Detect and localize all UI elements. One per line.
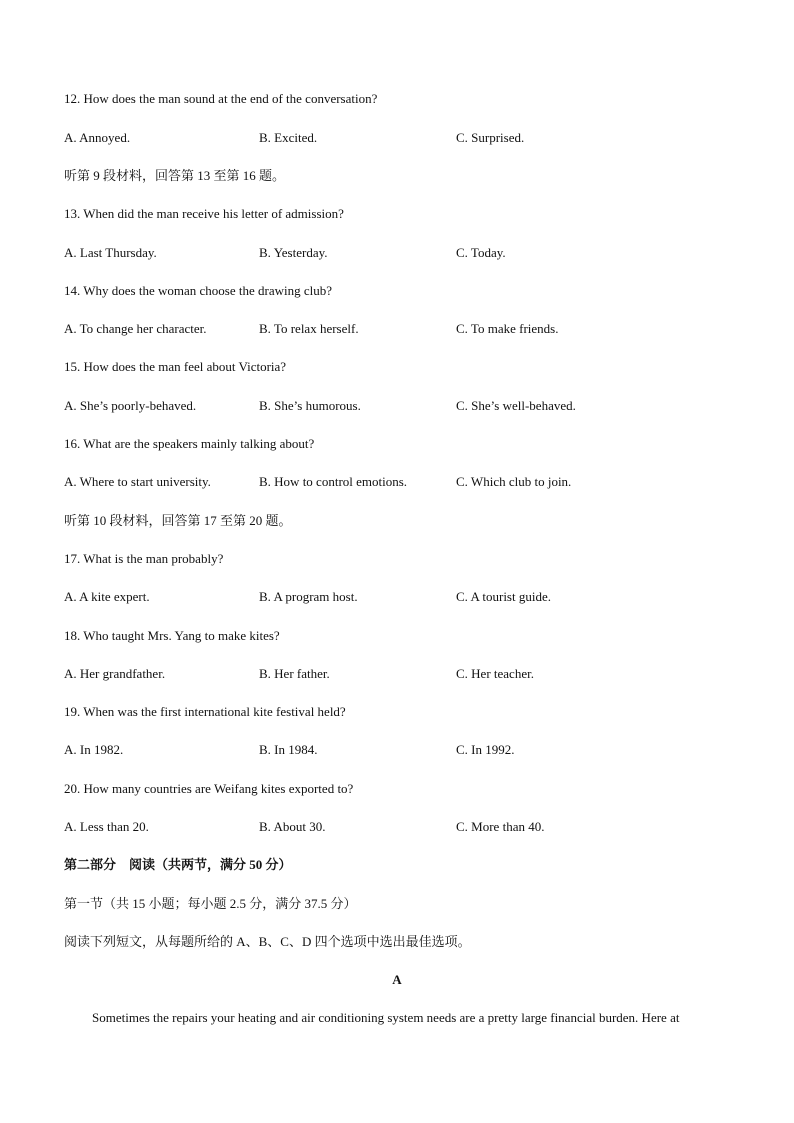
q17-option-c: C. A tourist guide.	[456, 589, 551, 604]
reading-instructions: 阅读下列短文，从每题所给的 A、B、C、D 四个选项中选出最佳选项。	[64, 934, 471, 949]
q16-option-a: A. Where to start university.	[64, 474, 211, 489]
q15-option-c: C. She’s well-behaved.	[456, 398, 576, 413]
q17-option-b: B. A program host.	[259, 589, 358, 604]
q15-option-b: B. She’s humorous.	[259, 398, 361, 413]
question-17: 17. What is the man probably?	[64, 551, 224, 566]
q18-option-a: A. Her grandfather.	[64, 666, 166, 681]
passage-label: A	[392, 972, 402, 987]
question-18: 18. Who taught Mrs. Yang to make kites?	[64, 628, 280, 643]
section-10-instruction: 听第 10 段材料，回答第 17 至第 20 题。	[64, 513, 292, 528]
q20-option-b: B. About 30.	[259, 819, 326, 834]
q17-option-a: A. A kite expert.	[64, 589, 150, 604]
q15-option-a: A. She’s poorly-behaved.	[64, 398, 197, 413]
q12-option-b: B. Excited.	[259, 130, 318, 145]
q19-option-c: C. In 1992.	[456, 742, 515, 757]
section-9-instruction: 听第 9 段材料，回答第 13 至第 16 题。	[64, 168, 286, 183]
question-19: 19. When was the first international kite festival held?	[64, 704, 346, 719]
q14-option-b: B. To relax herself.	[259, 321, 359, 336]
q13-option-c: C. Today.	[456, 245, 506, 260]
passage-text: Sometimes the repairs your heating and air conditioning system needs are a pretty large financial burden. Here at	[92, 1010, 680, 1025]
q19-option-b: B. In 1984.	[259, 742, 318, 757]
q14-option-a: A. To change her character.	[64, 321, 207, 336]
part-2-heading: 第二部分 阅读（共两节，满分 50 分）	[64, 857, 292, 872]
question-13: 13. When did the man receive his letter of admission?	[64, 206, 344, 221]
q20-option-c: C. More than 40.	[456, 819, 545, 834]
q14-option-c: C. To make friends.	[456, 321, 559, 336]
question-14: 14. Why does the woman choose the drawing club?	[64, 283, 332, 298]
q16-option-c: C. Which club to join.	[456, 474, 572, 489]
question-16: 16. What are the speakers mainly talking about?	[64, 436, 315, 451]
question-20: 20. How many countries are Weifang kites exported to?	[64, 781, 354, 796]
q13-option-a: A. Last Thursday.	[64, 245, 157, 260]
question-15: 15. How does the man feel about Victoria?	[64, 359, 287, 374]
q13-option-b: B. Yesterday.	[259, 245, 328, 260]
q12-option-c: C. Surprised.	[456, 130, 525, 145]
q20-option-a: A. Less than 20.	[64, 819, 149, 834]
q16-option-b: B. How to control emotions.	[259, 474, 408, 489]
q18-option-c: C. Her teacher.	[456, 666, 534, 681]
section-1-heading: 第一节（共 15 小题；每小题 2.5 分，满分 37.5 分）	[64, 896, 357, 911]
q19-option-a: A. In 1982.	[64, 742, 124, 757]
q12-option-a: A. Annoyed.	[64, 130, 131, 145]
q18-option-b: B. Her father.	[259, 666, 330, 681]
question-12: 12. How does the man sound at the end of the conversation?	[64, 91, 378, 106]
